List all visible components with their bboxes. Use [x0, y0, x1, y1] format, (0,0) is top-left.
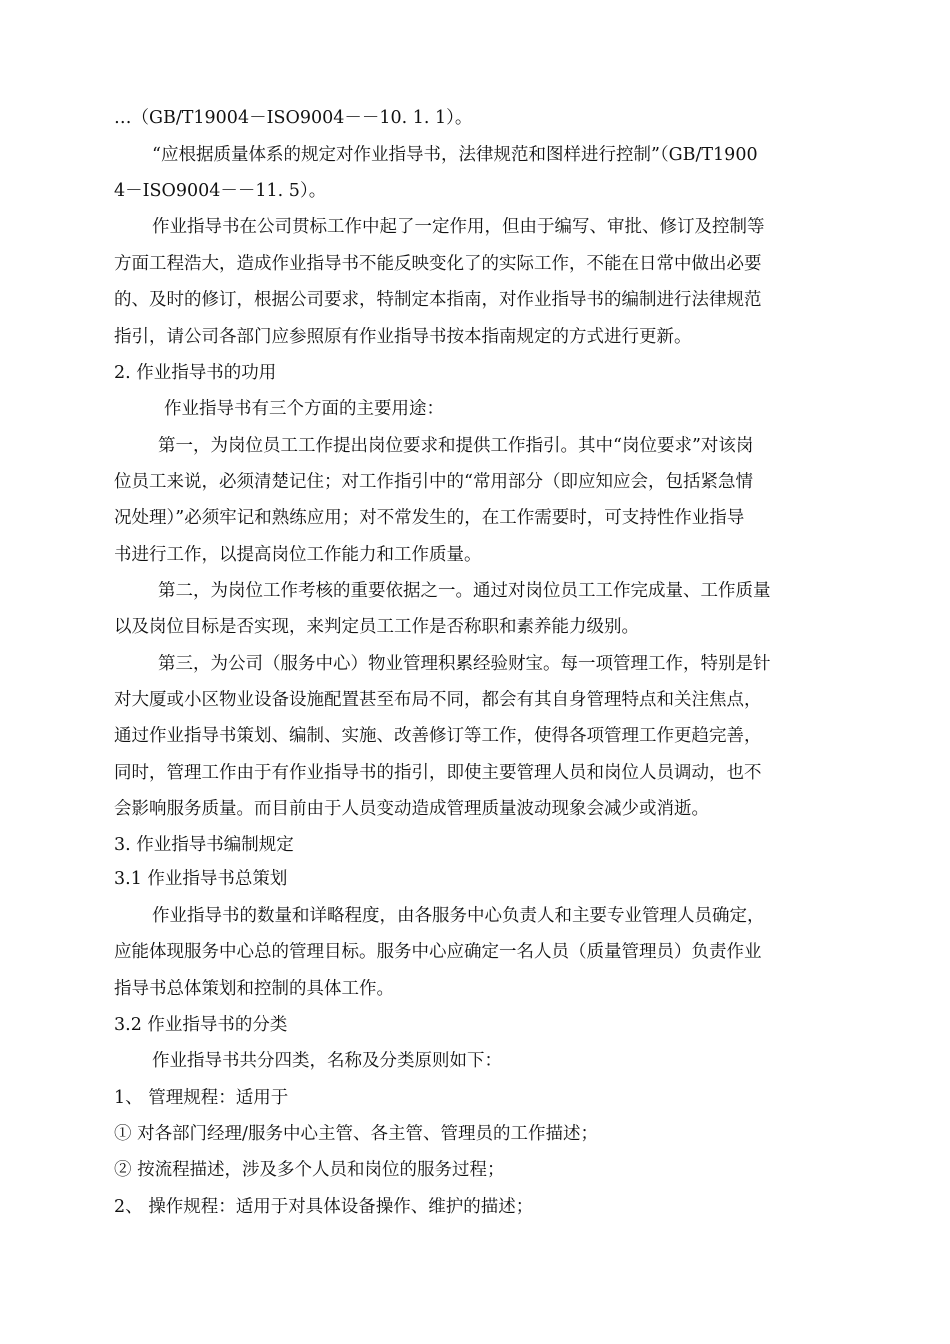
- text-line: 对大厦或小区物业设备设施配置甚至布局不同，都会有其自身管理特点和关注焦点，: [114, 690, 762, 710]
- text-line: 指导书总体策划和控制的具体工作。: [114, 979, 394, 999]
- list-item: ① 对各部门经理/服务中心主管、各主管、管理员的工作描述；: [114, 1124, 598, 1144]
- text-line: 的、及时的修订，根据公司要求，特制定本指南，对作业指导书的编制进行法律规范: [114, 290, 762, 310]
- text-line: “应根据质量体系的规定对作业指导书，法律规范和图样进行控制”（GB/T1900: [152, 145, 758, 165]
- text-line: 作业指导书共分四类，名称及分类原则如下：: [152, 1051, 502, 1071]
- text-line: 第一，为岗位员工工作提出岗位要求和提供工作指引。其中“岗位要求”对该岗: [158, 436, 754, 456]
- text-line: 作业指导书有三个方面的主要用途：: [164, 399, 444, 419]
- list-item: ② 按流程描述，涉及多个人员和岗位的服务过程；: [114, 1160, 505, 1180]
- text-line: 书进行工作，以提高岗位工作能力和工作质量。: [114, 545, 482, 565]
- subsection-heading: 3.2 作业指导书的分类: [114, 1015, 288, 1035]
- text-line: 应能体现服务中心总的管理目标。服务中心应确定一名人员（质量管理员）负责作业: [114, 942, 762, 962]
- list-item: 1、 管理规程：适用于: [114, 1088, 289, 1108]
- section-heading: 3. 作业指导书编制规定: [114, 835, 294, 855]
- section-heading: 2. 作业指导书的功用: [114, 363, 277, 383]
- text-line: 以及岗位目标是否实现，来判定员工工作是否称职和素养能力级别。: [114, 617, 639, 637]
- text-line: 作业指导书的数量和详略程度，由各服务中心负责人和主要专业管理人员确定，: [152, 906, 765, 926]
- text-line: 通过作业指导书策划、编制、实施、改善修订等工作，使得各项管理工作更趋完善，: [114, 726, 762, 746]
- text-line: 同时，管理工作由于有作业指导书的指引，即使主要管理人员和岗位人员调动，也不: [114, 763, 762, 783]
- text-line: 位员工来说，必须清楚记住；对工作指引中的“常用部分（即应知应会，包括紧急情: [114, 472, 753, 492]
- text-line: 方面工程浩大，造成作业指导书不能反映变化了的实际工作，不能在日常中做出必要: [114, 254, 762, 274]
- text-line: 作业指导书在公司贯标工作中起了一定作用，但由于编写、审批、修订及控制等: [152, 217, 765, 237]
- text-line: 况处理）”必须牢记和熟练应用；对不常发生的，在工作需要时，可支持性作业指导: [114, 508, 745, 528]
- text-line: 第二，为岗位工作考核的重要依据之一。通过对岗位员工工作完成量、工作质量: [158, 581, 771, 601]
- list-item: 2、 操作规程：适用于对具体设备操作、维护的描述；: [114, 1197, 534, 1217]
- text-line: 会影响服务质量。而目前由于人员变动造成管理质量波动现象会减少或消逝。: [114, 799, 709, 819]
- text-line: 4－ISO9004－－11. 5）。: [114, 181, 327, 201]
- text-line: …（GB/T19004－ISO9004－－10. 1. 1）。: [114, 108, 473, 128]
- subsection-heading: 3.1 作业指导书总策划: [114, 869, 288, 889]
- text-line: 第三，为公司（服务中心）物业管理积累经验财宝。每一项管理工作，特别是针: [158, 654, 771, 674]
- text-line: 指引，请公司各部门应参照原有作业指导书按本指南规定的方式进行更新。: [114, 327, 692, 347]
